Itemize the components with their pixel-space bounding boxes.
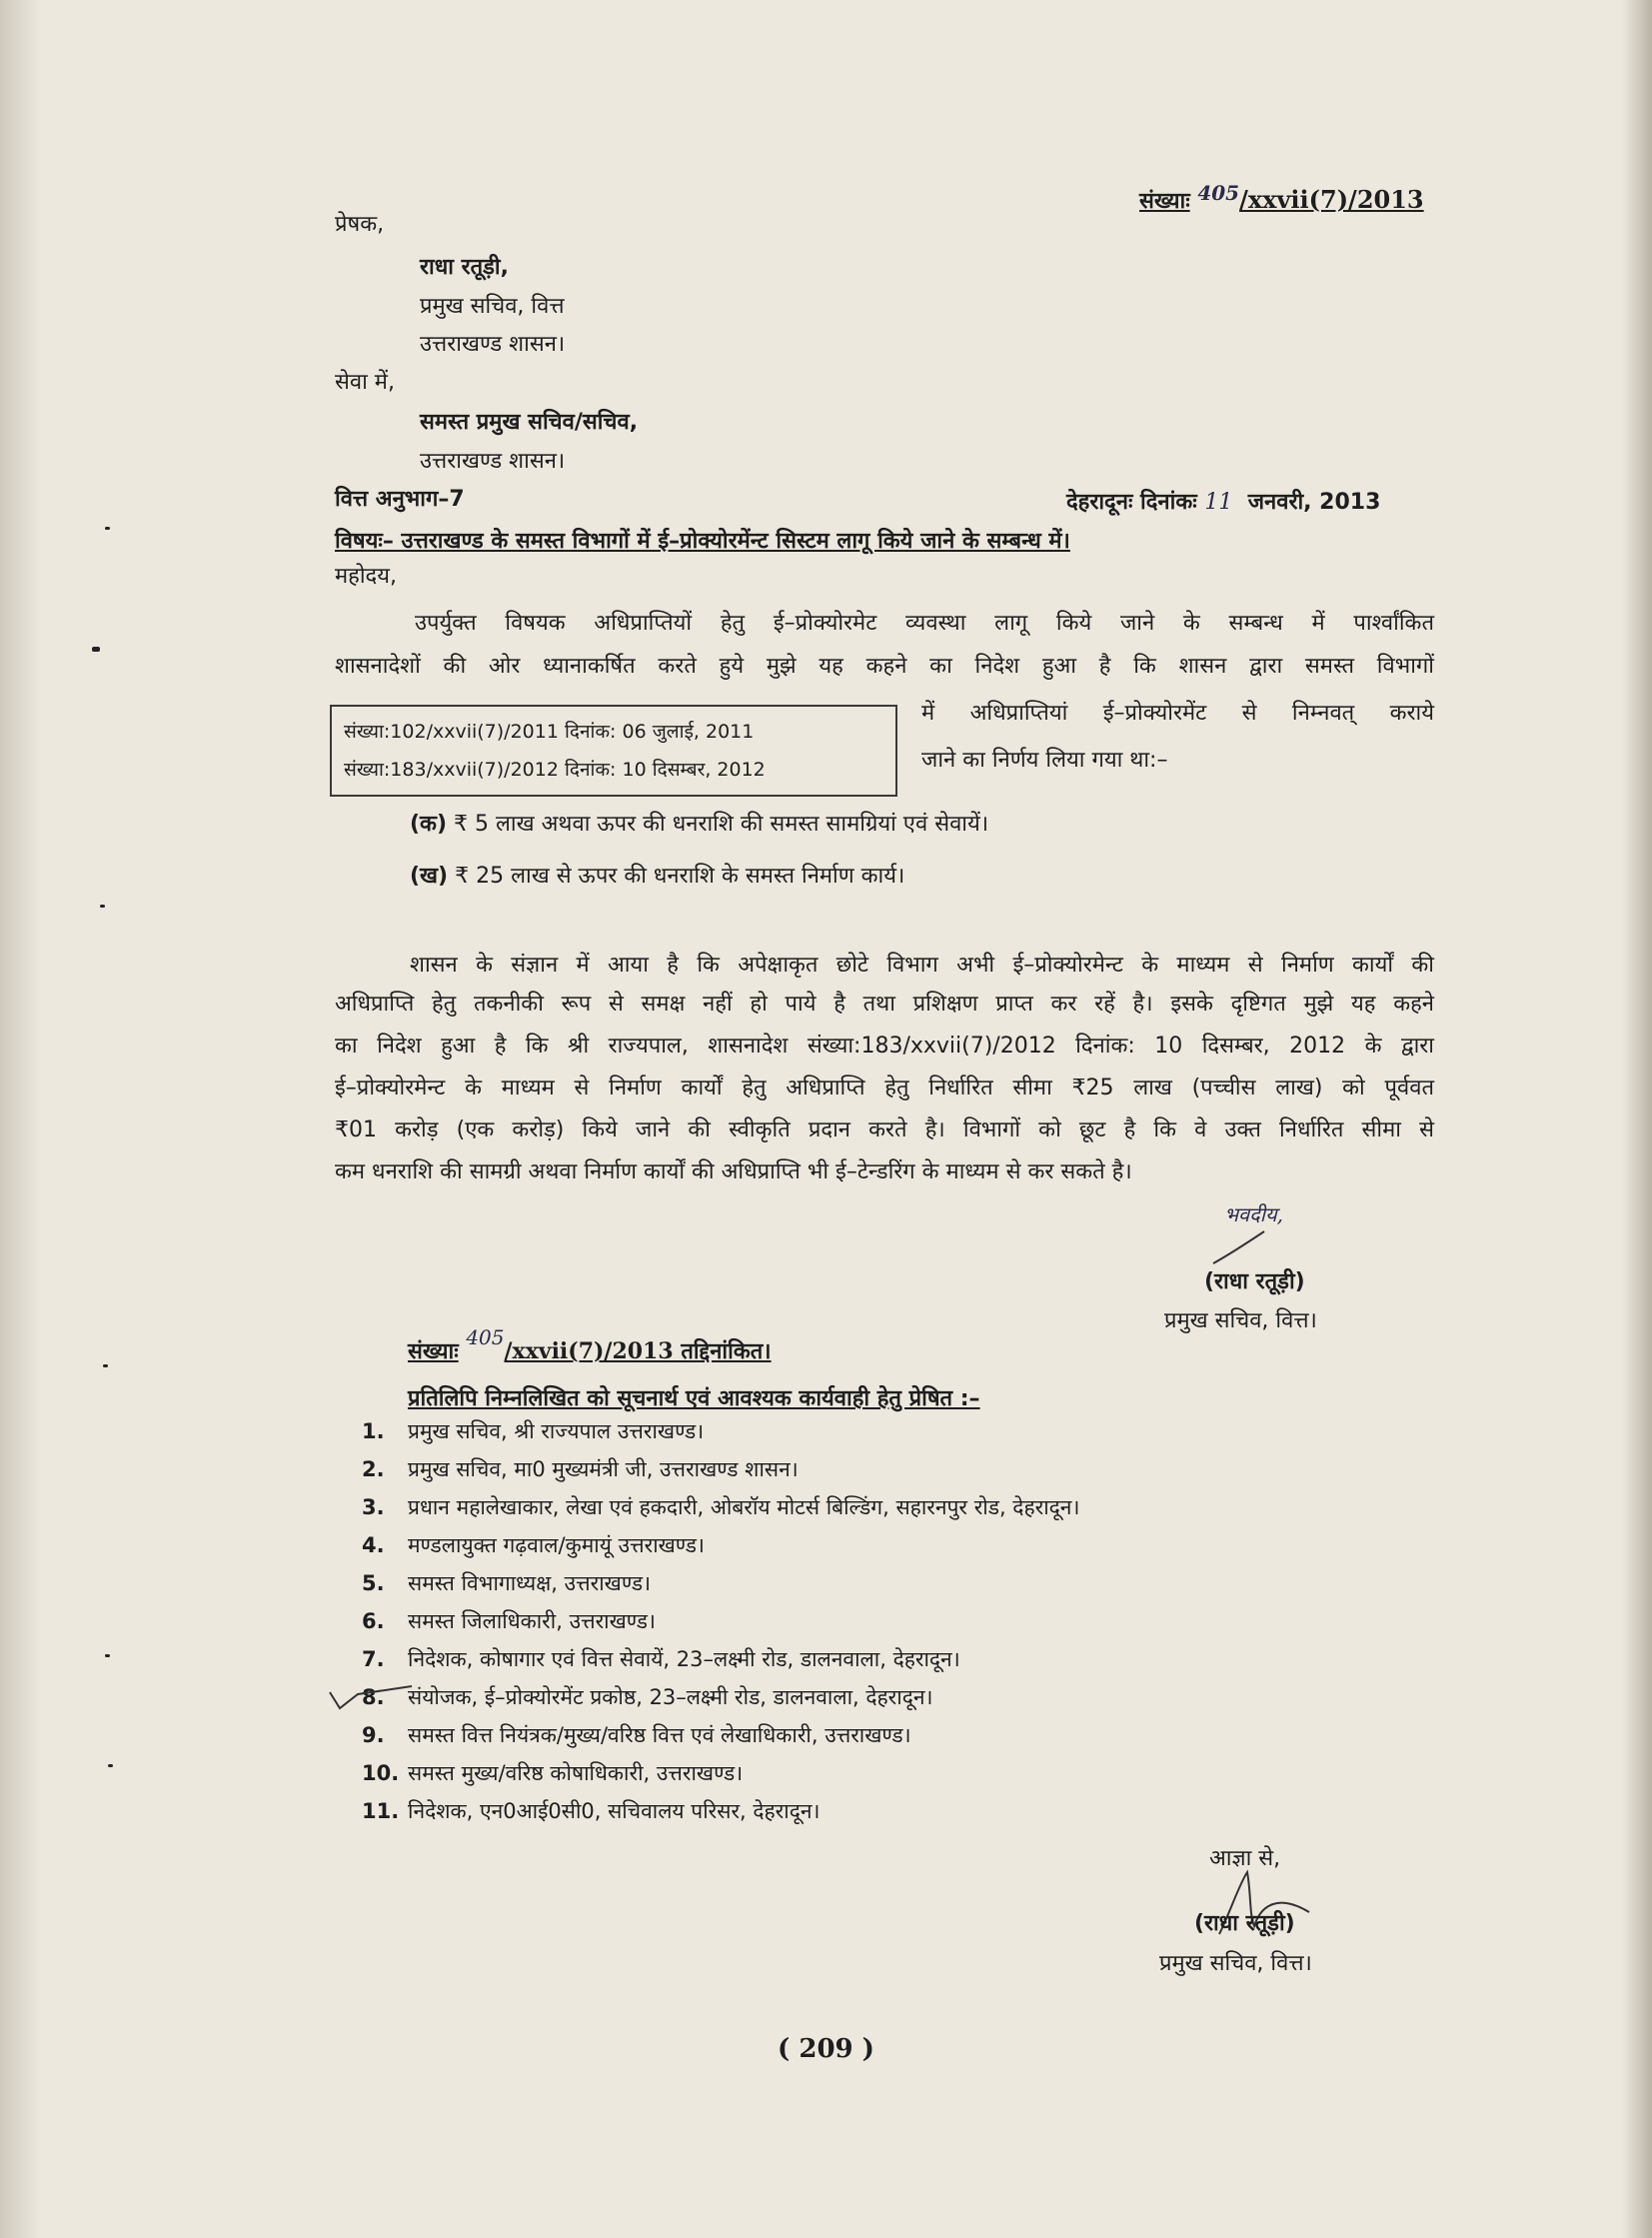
copy-list-item: 10. समस्त मुख्य/वरिष्ठ कोषाधिकारी, उत्तराखण्ड। (362, 1761, 744, 1785)
letter-reference (1139, 181, 1424, 217)
scan-speck (92, 647, 100, 652)
scan-edge-left (0, 0, 40, 2238)
recipient-label: सेवा में, (335, 370, 395, 395)
sender-office: उत्तराखण्ड शासन। (420, 332, 566, 357)
signature-stroke (1209, 1227, 1269, 1267)
signoff2-closing: आज्ञा से, (1209, 1846, 1281, 1871)
copy-list-item: 2. प्रमुख सचिव, मा0 मुख्यमंत्री जी, उत्तराखण्ड शासन। (362, 1457, 799, 1481)
para1-line4-block (921, 737, 1434, 784)
clause-marker: (ख) (410, 864, 449, 889)
copy-list-item: 3. प्रधान महालेखाकार, लेखा एवं हकदारी, ओबरॉय मोटर्स बिल्डिंग, सहारनपुर रोड, देहरादून। (362, 1495, 1080, 1519)
section-label: वित्त अनुभाग–7 (335, 487, 465, 512)
scan-edge-right (1622, 0, 1652, 2238)
para1-line2: शासनादेशों की ओर ध्यानाकर्षित करते हुये मुझे यह कहने का निदेश हुआ है कि शासन द्वारा समस्त विभागों (335, 654, 1434, 679)
para1-line2-block (335, 643, 1434, 690)
place-date-label: देहरादूनः दिनांकः (1066, 490, 1197, 515)
para2-body (335, 984, 1434, 1193)
clause-text: ₹ 5 लाख अथवा ऊपर की धनराशि की समस्त सामग्रियां एवं सेवायें। (454, 812, 989, 837)
reference-item: संख्या:102/xxvii(7)/2011 दिनांक: 06 जुलाई, 2011 (344, 721, 755, 743)
para1-line4: जाने का निर्णय लिया गया था:– (921, 748, 1168, 773)
scan-speck (105, 527, 110, 530)
scan-speck (105, 1654, 110, 1657)
signoff2-designation: प्रमुख सचिव, वित्त। (1159, 1951, 1312, 1976)
scan-speck (108, 1764, 113, 1767)
para2-line: शासन के संज्ञान में आया है कि अपेक्षाकृत छोटे विभाग अभी ई–प्रोक्योरमेन्ट के माध्यम से निर्माण कार्यों की (410, 953, 1434, 978)
copy-list-item: 5. समस्त विभागाध्यक्ष, उत्तराखण्ड। (362, 1571, 652, 1595)
para2-line: ई–प्रोक्योरमेन्ट के माध्यम से निर्माण कार्यों हेतु अधिप्राप्ति हेतु निर्धारित सीमा ₹25 लाख (पच्चीस लाख) को पूर्ववत (335, 1076, 1434, 1101)
sender-name: राधा रतूड़ी, (420, 255, 509, 280)
scan-speck (100, 905, 105, 908)
subject-line: विषयः– उत्तराखण्ड के समस्त विभागों में ई–प्रोक्योरमेंन्ट सिस्टम लागू किये जाने के सम्बन्ध में। (335, 529, 1070, 554)
reference-handwritten-number: 405 (1197, 181, 1240, 205)
signoff-name: (राधा रतूड़ी) (1204, 1269, 1305, 1294)
para2-line1-block (410, 942, 1434, 989)
date-month-year: जनवरी, 2013 (1247, 490, 1381, 515)
recipient-to: समस्त प्रमुख सचिव/सचिव, (420, 410, 639, 435)
reference-item: संख्या:183/xxvii(7)/2012 दिनांक: 10 दिसम्बर, 2012 (344, 759, 766, 781)
signoff-closing: भवदीय, (1224, 1202, 1283, 1226)
copy-heading: प्रतिलिपि निम्नलिखित को सूचनार्थ एवं आवश्यक कार्यवाही हेतु प्रेषित :– (408, 1386, 980, 1411)
copy-reference-label: संख्याः (408, 1339, 459, 1364)
copy-list-item: 1. प्रमुख सचिव, श्री राज्यपाल उत्तराखण्ड। (362, 1419, 705, 1443)
clause-text: ₹ 25 लाख से ऊपर की धनराशि के समस्त निर्माण कार्य। (455, 864, 905, 889)
copy-list-item: 11. निदेशक, एन0आई0सी0, सचिवालय परिसर, देहरादून। (362, 1799, 821, 1823)
clause-ka (410, 810, 988, 840)
copy-reference-suffix: /xxvii(7)/2013 तद्दिनांकित। (504, 1338, 772, 1364)
para2-line: का निदेश हुआ है कि श्री राज्यपाल, शासनादेश संख्या:183/xxvii(7)/2012 दिनांक: 10 दिसम्बर, 2012 के द्वारा (335, 1034, 1434, 1059)
para1-line3: में अधिप्राप्तियां ई–प्रोक्योरमेंट से निम्नवत् कराये (921, 701, 1434, 726)
clause-kha (410, 862, 904, 892)
reference-suffix: /xxvii(7)/2013 (1239, 185, 1424, 214)
tick-mark (326, 1682, 416, 1716)
reference-label: संख्याः (1139, 189, 1190, 214)
sender-label: प्रेषक, (335, 212, 385, 237)
para1-line3-block (921, 690, 1434, 737)
copy-list-item: 8. संयोजक, ई–प्रोक्योरमेंट प्रकोष्ठ, 23–लक्ष्मी रोड, डालनवाला, देहरादून। (362, 1685, 933, 1709)
recipient-office: उत्तराखण्ड शासन। (420, 449, 566, 474)
para2-line: ₹01 करोड़ (एक करोड़) किये जाने की स्वीकृति प्रदान करते है। विभागों को छूट है कि वे उक्त निर्धारित सीमा से (335, 1118, 1434, 1142)
signoff-designation: प्रमुख सचिव, वित्त। (1164, 1308, 1317, 1333)
scan-speck (103, 1364, 108, 1367)
reference-box (330, 705, 897, 797)
date-handwritten: 11 (1204, 490, 1233, 515)
copy-list-item: 6. समस्त जिलाधिकारी, उत्तराखण्ड। (362, 1609, 656, 1633)
para1-line1: उपर्युक्त विषयक अधिप्राप्तियों हेतु ई–प्रोक्योरमेट व्यवस्था लागू किये जाने के सम्बन्ध में पार्श्वांकित (415, 611, 1434, 636)
page-number: ( 209 ) (778, 2034, 874, 2064)
copy-list-item: 7. निदेशक, कोषागार एवं वित्त सेवायें, 23–लक्ष्मी रोड, डालनवाला, देहरादून। (362, 1647, 960, 1671)
copy-list-item: 4. मण्डलायुक्त गढ़वाल/कुमायूं उत्तराखण्ड। (362, 1533, 705, 1557)
salutation: महोदय, (335, 564, 397, 589)
clause-marker: (क) (410, 812, 448, 837)
copy-reference-handwritten-number: 405 (466, 1325, 505, 1349)
para2-line: कम धनराशि की सामग्री अथवा निर्माण कार्यों की अधिप्राप्ति भी ई–टेन्डरिंग के माध्यम से कर सकते है। (335, 1159, 1132, 1184)
para1-line1-block (415, 600, 1434, 647)
sender-designation: प्रमुख सचिव, वित्त (420, 294, 565, 319)
place-date (1066, 488, 1380, 518)
copy-list-item: 9. समस्त वित्त नियंत्रक/मुख्य/वरिष्ठ वित्त एवं लेखाधिकारी, उत्तराखण्ड। (362, 1723, 911, 1747)
signoff2-name: (राधा रतूड़ी) (1194, 1911, 1295, 1936)
copy-reference (408, 1325, 772, 1367)
para2-line: अधिप्राप्ति हेतु तकनीकी रूप से समक्ष नहीं हो पाये है तथा प्रशिक्षण प्राप्त कर रहें है। इसके दृष्टिगत मुझे यह कहने (335, 992, 1434, 1017)
